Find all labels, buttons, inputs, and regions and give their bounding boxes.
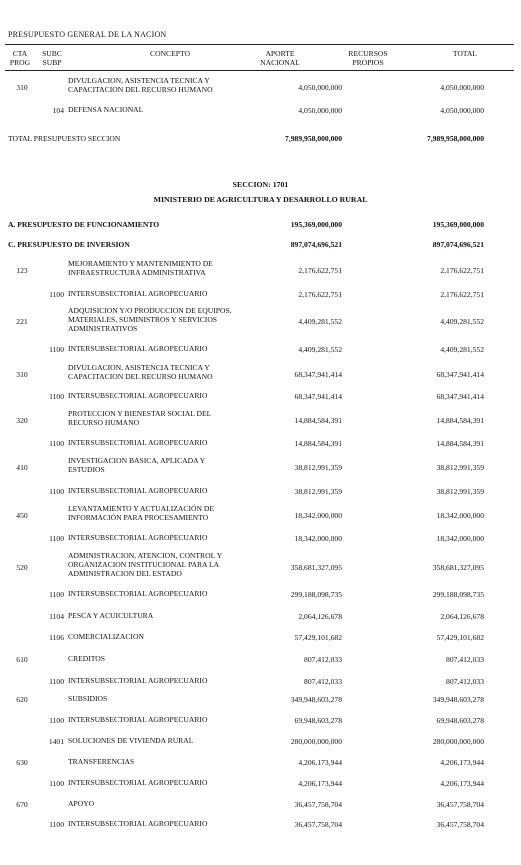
row-prog-code: 320 [16,416,28,425]
summary-inversion-total: 897,074,696,521 [432,240,484,249]
row-aporte: 4,206,173,944 [298,758,342,767]
row-aporte: 14,884,584,391 [294,416,342,425]
header-subc-text: SUBC [42,49,62,58]
row-concept: INTERSUBSECTORIAL AGROPECUARIO [68,589,208,598]
header-aporte [240,49,320,67]
row-concept: SOLUCIONES DE VIVIENDA RURAL [68,736,194,745]
row-concept: INTERSUBSECTORIAL AGROPECUARIO [68,344,208,353]
row-subc-code: 1100 [49,290,64,299]
row-total: 4,409,281,552 [440,317,484,326]
row-total: 57,429,101,682 [436,633,484,642]
header-top-rule [5,44,514,45]
row-total: 69,948,603,278 [436,716,484,725]
row-total: 807,412,033 [446,655,484,664]
row-total: 4,206,173,944 [440,779,484,788]
row-total: 68,347,941,414 [436,392,484,401]
row-prog-code: 310 [16,370,28,379]
row-aporte: 68,347,941,414 [294,392,342,401]
row-concept: ADQUISICION Y/O PRODUCCION DE EQUIPOS, MATERIALES, SUMINISTROS Y SERVICIOS ADMINISTRATIVOS [68,306,232,333]
row-concept: ADMINISTRACION, ATENCION, CONTROL Y ORGANIZACION INSTITUCIONAL PARA LA ADMINISTRACION DEL ESTADO [68,551,222,578]
row-prog-code: 410 [16,463,28,472]
row-total: 280,000,000,000 [432,737,484,746]
row-concept: APOYO [68,799,95,808]
row-aporte: 18,342,000,000 [294,511,342,520]
row-concept: INTERSUBSECTORIAL AGROPECUARIO [68,819,208,828]
row-aporte: 38,812,991,359 [294,487,342,496]
row-concept: INTERSUBSECTORIAL AGROPECUARIO [68,289,208,298]
row-concept: INTERSUBSECTORIAL AGROPECUARIO [68,778,208,787]
row-concept: PROTECCION Y BIENESTAR SOCIAL DEL RECURSO HUMANO [68,409,211,427]
row-aporte: 69,948,603,278 [294,716,342,725]
row-total: 38,812,991,359 [436,487,484,496]
row-concept: INVESTIGACION BASICA, APLICADA Y ESTUDIOS [68,456,205,474]
row-aporte: 807,412,033 [304,655,342,664]
row-aporte: 358,681,327,095 [290,563,342,572]
row-prog-code: 610 [16,655,28,664]
row-aporte: 4,409,281,552 [298,317,342,326]
row-total: 36,457,758,704 [436,800,484,809]
row-total: 358,681,327,095 [432,563,484,572]
row-aporte: 807,412,033 [304,677,342,686]
row-total: 4,206,173,944 [440,758,484,767]
header-recursos-text: RECURSOS [348,49,388,58]
header-aporte-text: APORTE [265,49,295,58]
row-subc-code: 1100 [49,716,64,725]
section-name: MINISTERIO DE AGRICULTURA Y DESARROLLO RURAL [153,195,368,204]
row-aporte: 36,457,758,704 [294,800,342,809]
row-concept: MEJORAMIENTO Y MANTENIMIENTO DE INFRAESTRUCTURA ADMINISTRATIVA [68,259,213,277]
row-aporte: 280,000,000,000 [290,737,342,746]
row-concept: DIVULGACION, ASISTENCIA TECNICA Y CAPACITACION DEL RECURSO HUMANO [68,76,213,94]
summary-funcionamiento-label: A. PRESUPUESTO DE FUNCIONAMIENTO [8,220,160,229]
row-total: 4,409,281,552 [440,345,484,354]
section-code: SECCION: 1701 [232,180,289,189]
row-prog-code: 620 [16,695,28,704]
row-aporte: 4,050,000,000 [298,83,342,92]
row-total: 2,176,622,751 [440,290,484,299]
row-subc-code: 1100 [49,345,64,354]
page-title: PRESUPUESTO GENERAL DE LA NACION [8,30,167,39]
header-bottom-rule [5,70,514,71]
row-concept: INTERSUBSECTORIAL AGROPECUARIO [68,438,208,447]
row-subc-code: 1104 [49,612,64,621]
row-subc-code: 1100 [49,439,64,448]
row-concept: INTERSUBSECTORIAL AGROPECUARIO [68,676,208,685]
row-aporte: 36,457,758,704 [294,820,342,829]
row-concept: INTERSUBSECTORIAL AGROPECUARIO [68,391,208,400]
row-concept: TRANSFERENCIAS [68,757,135,766]
row-concept: DEFENSA NACIONAL [68,105,144,114]
header-concepto: CONCEPTO [150,49,190,58]
row-prog-code: 123 [16,266,28,275]
summary-inversion-label: C. PRESUPUESTO DE INVERSION [8,240,130,249]
row-total: 14,884,584,391 [436,439,484,448]
row-aporte: 57,429,101,682 [294,633,342,642]
row-total: 4,050,000,000 [440,83,484,92]
row-aporte: 14,884,584,391 [294,439,342,448]
row-total: 4,050,000,000 [440,106,484,115]
row-concept: PESCA Y ACUICULTURA [68,611,154,620]
row-aporte: 349,948,603,278 [290,695,342,704]
row-total: 68,347,941,414 [436,370,484,379]
previous-total-label: TOTAL PRESUPUESTO SECCION [8,134,121,143]
row-total: 349,948,603,278 [432,695,484,704]
row-concept: LEVANTAMIENTO Y ACTUALIZACIÓN DE INFORMACIÓN PARA PROCESAMIENTO [68,504,214,522]
summary-funcionamiento-aporte: 195,369,000,000 [290,220,342,229]
row-concept: INTERSUBSECTORIAL AGROPECUARIO [68,533,208,542]
row-aporte: 4,050,000,000 [298,106,342,115]
row-total: 807,412,033 [446,677,484,686]
row-aporte: 68,347,941,414 [294,370,342,379]
header-cta-text: CTA [12,49,28,58]
row-aporte: 4,409,281,552 [298,345,342,354]
row-concept: INTERSUBSECTORIAL AGROPECUARIO [68,715,208,724]
row-subc-code: 1100 [49,534,64,543]
row-prog-code: 520 [16,563,28,572]
summary-inversion-aporte: 897,074,696,521 [290,240,342,249]
row-subc-code: 104 [52,106,64,115]
row-prog-code: 630 [16,758,28,767]
row-subc-code: 1100 [49,677,64,686]
row-total: 36,457,758,704 [436,820,484,829]
row-total: 38,812,991,359 [436,463,484,472]
row-total: 2,064,126,678 [440,612,484,621]
summary-funcionamiento-total: 195,369,000,000 [432,220,484,229]
row-prog-code: 450 [16,511,28,520]
header-subc-subp [38,49,66,67]
row-aporte: 2,064,126,678 [298,612,342,621]
row-concept: COMERCIALIZACION [68,632,144,641]
row-total: 14,884,584,391 [436,416,484,425]
row-prog-code: 670 [16,800,28,809]
previous-total-aporte: 7,989,958,000,000 [285,134,342,143]
row-subc-code: 1100 [49,487,64,496]
header-total: TOTAL [452,49,478,58]
row-prog-code: 310 [16,83,28,92]
row-prog-code: 221 [16,317,28,326]
row-aporte: 4,206,173,944 [298,779,342,788]
row-subc-code: 1100 [49,779,64,788]
row-total: 18,342,000,000 [436,534,484,543]
row-subc-code: 1401 [48,737,64,746]
header-cta-prog [6,49,34,67]
row-aporte: 38,812,991,359 [294,463,342,472]
header-propios-text: PROPIOS [352,58,384,67]
header-nacional-text: NACIONAL [260,58,300,67]
row-total: 18,342,000,000 [436,511,484,520]
row-concept: SUBSIDIOS [68,694,108,703]
row-subc-code: 1100 [49,820,64,829]
row-concept: DIVULGACION, ASISTENCIA TECNICA Y CAPACITACION DEL RECURSO HUMANO [68,363,213,381]
header-prog-text: PROG [9,58,31,67]
row-subc-code: 1100 [49,590,64,599]
row-aporte: 18,342,000,000 [294,534,342,543]
row-subc-code: 1100 [49,392,64,401]
header-recursos [328,49,408,67]
row-aporte: 2,176,622,751 [298,266,342,275]
header-subp-text: SUBP [42,58,62,67]
row-total: 2,176,622,751 [440,266,484,275]
row-subc-code: 1106 [49,633,64,642]
previous-total-total: 7,989,958,000,000 [427,134,484,143]
row-concept: INTERSUBSECTORIAL AGROPECUARIO [68,486,208,495]
row-concept: CREDITOS [68,654,105,663]
row-total: 299,188,098,735 [432,590,484,599]
row-aporte: 299,188,098,735 [290,590,342,599]
row-aporte: 2,176,622,751 [298,290,342,299]
